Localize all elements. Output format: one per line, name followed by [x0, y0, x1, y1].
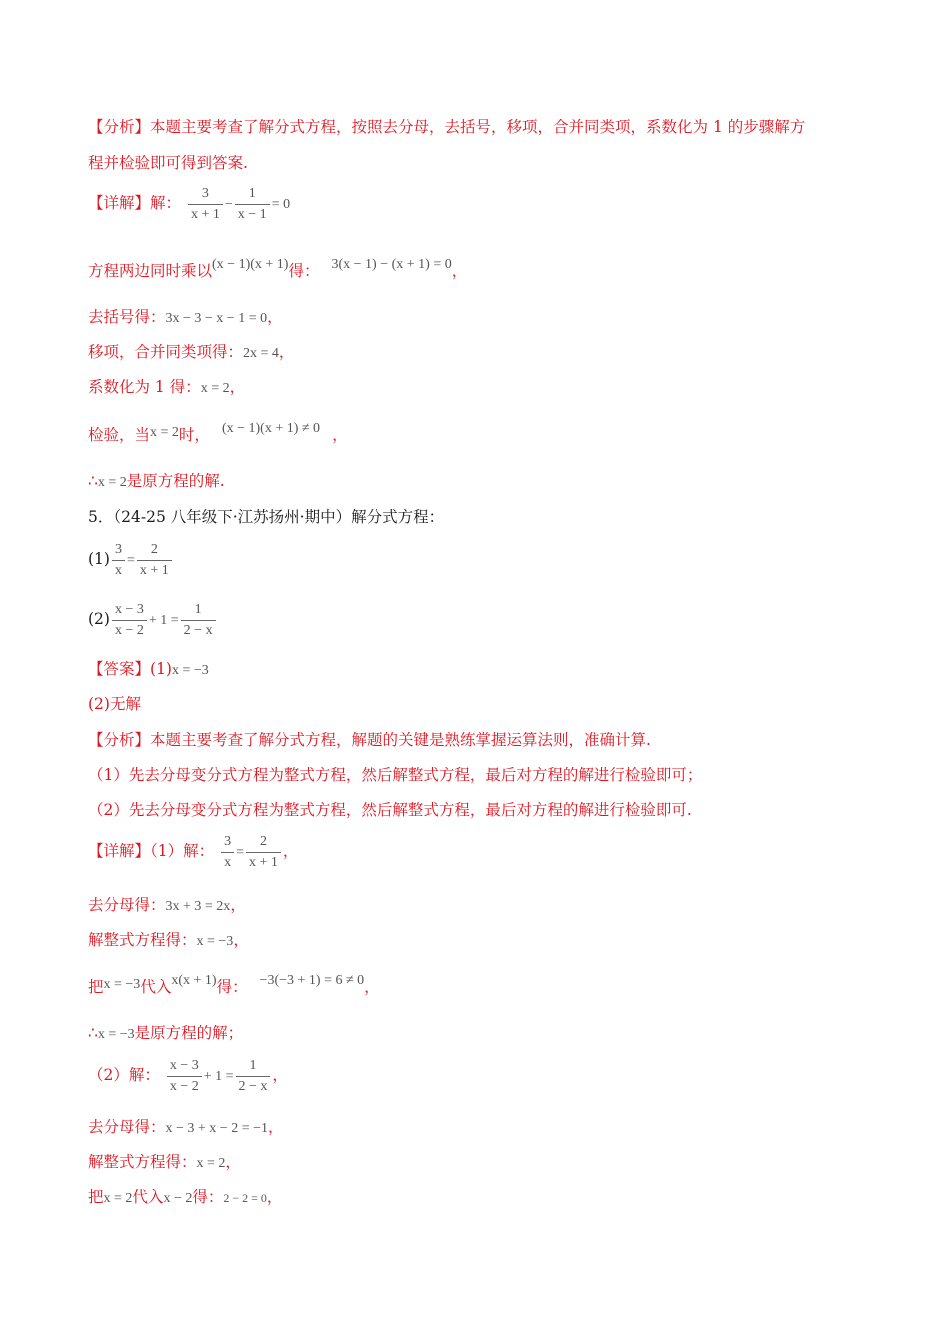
- answer-tag: 【答案】: [88, 660, 151, 678]
- math-equation: 2x = 4: [243, 346, 279, 361]
- fraction: $\frac{x - 3}{x - 2}$: [167, 1056, 202, 1097]
- fraction: $\frac{1}{x - 1}$: [235, 184, 270, 225]
- fraction: $\frac{2}{x + 1}$: [137, 540, 172, 581]
- math-equation: 3(x − 1) − (x + 1) = 0: [331, 257, 452, 272]
- question-5-title: [88, 506, 444, 528]
- answer-5-line2: (2)无解: [88, 695, 141, 713]
- question-5-part-2: (2) $\frac{x - 3}{x - 2}$ + 1 = $\frac{1}{2 - x}$: [88, 598, 218, 642]
- fraction: $\frac{3}{x}$: [112, 540, 125, 581]
- analysis-tag: 【分析】: [88, 731, 151, 749]
- step-substitute-2: 把x = 2代入x − 2得：2 − 2 = 0，: [88, 1188, 283, 1206]
- step-multiply: 方程两边同时乘以(x − 1)(x + 1)得： 3(x − 1) − (x + 1) = 0，: [88, 257, 468, 280]
- math-equation: (x − 1)(x + 1) ≠ 0: [221, 421, 321, 436]
- math-equation: x = 2: [200, 381, 230, 396]
- fraction: $\frac{3}{x}$: [221, 832, 234, 873]
- fraction: $\frac{1}{2 - x}$: [181, 600, 216, 641]
- conclusion-5-1: ∴x = −3是原方程的解；: [88, 1024, 244, 1042]
- fraction: $\frac{1}{2 - x}$: [236, 1056, 271, 1097]
- detail-5-part-2: （2）解： $\frac{x - 3}{x - 2}$ + 1 = $\frac{1}{2 - x}$ ，: [88, 1054, 288, 1098]
- analysis-4-line1: [88, 116, 805, 138]
- detail-tag: 【详解】: [88, 842, 151, 860]
- step-clear-denominator-2: 去分母得：x − 3 + x − 2 = −1，: [88, 1118, 284, 1136]
- analysis-5-item-2: （2）先去分母变分式方程为整式方程，然后解整式方程，最后对方程的解进行检验即可.: [88, 801, 692, 819]
- analysis-text: 本题主要考查了解分式方程，按照去分母，去括号，移项，合并同类项，系数化为 1 的步骤解方: [150, 118, 806, 136]
- step-solve: 解整式方程得：x = −3，: [88, 931, 249, 949]
- step-solve-2: 解整式方程得：x = 2，: [88, 1153, 241, 1171]
- step-substitute: 把x = −3代入x(x + 1)得： −3(−3 + 1) = 6 ≠ 0，: [88, 973, 380, 996]
- math-multiplier: (x − 1)(x + 1): [212, 257, 289, 272]
- detail-tag: 【详解】: [88, 194, 151, 212]
- step-check: 检验，当x = 2时， (x − 1)(x + 1) ≠ 0 ，: [88, 421, 348, 444]
- step-coefficient: 系数化为 1 得：x = 2，: [88, 378, 246, 396]
- fraction: $\frac{x - 3}{x - 2}$: [112, 600, 147, 641]
- detail-4-header: 【详解】解： $\frac{3}{x + 1}$ − $\frac{1}{x - 1}$ = 0: [88, 182, 290, 226]
- step-clear-denominator: 去分母得：3x + 3 = 2x，: [88, 896, 246, 914]
- analysis-5: 【分析】本题主要考查了解分式方程，解题的关键是熟练掌握运算法则，准确计算.: [88, 731, 651, 749]
- solution-lead: 解：: [150, 194, 182, 212]
- analysis-4-line2: [88, 152, 248, 174]
- detail-5-part-1: 【详解】（1）解： $\frac{3}{x}$ = $\frac{2}{x + 1}$ ，: [88, 830, 298, 874]
- question-number: 5．: [88, 508, 114, 526]
- analysis-5-item-1: （1）先去分母变分式方程为整式方程，然后解整式方程，最后对方程的解进行检验即可；: [88, 766, 703, 784]
- question-source: （24-25 八年级下·江苏扬州·期中）解分式方程：: [113, 508, 445, 526]
- step-combine: 移项，合并同类项得：2x = 4，: [88, 343, 295, 361]
- fraction: $\frac{3}{x + 1}$: [188, 184, 223, 225]
- fraction: $\frac{2}{x + 1}$: [246, 832, 281, 873]
- analysis-text: 程并检验即可得到答案.: [88, 154, 248, 172]
- step-expand: 去括号得：3x − 3 − x − 1 = 0，: [88, 308, 283, 326]
- question-5-part-1: (1) $\frac{3}{x}$ = $\frac{2}{x + 1}$: [88, 538, 174, 582]
- conclusion-4: ∴x = 2是原方程的解.: [88, 472, 225, 490]
- analysis-tag: 【分析】: [88, 118, 151, 136]
- answer-5-line1: 【答案】(1)x = −3: [88, 660, 209, 678]
- math-equation: 3x − 3 − x − 1 = 0: [165, 311, 268, 326]
